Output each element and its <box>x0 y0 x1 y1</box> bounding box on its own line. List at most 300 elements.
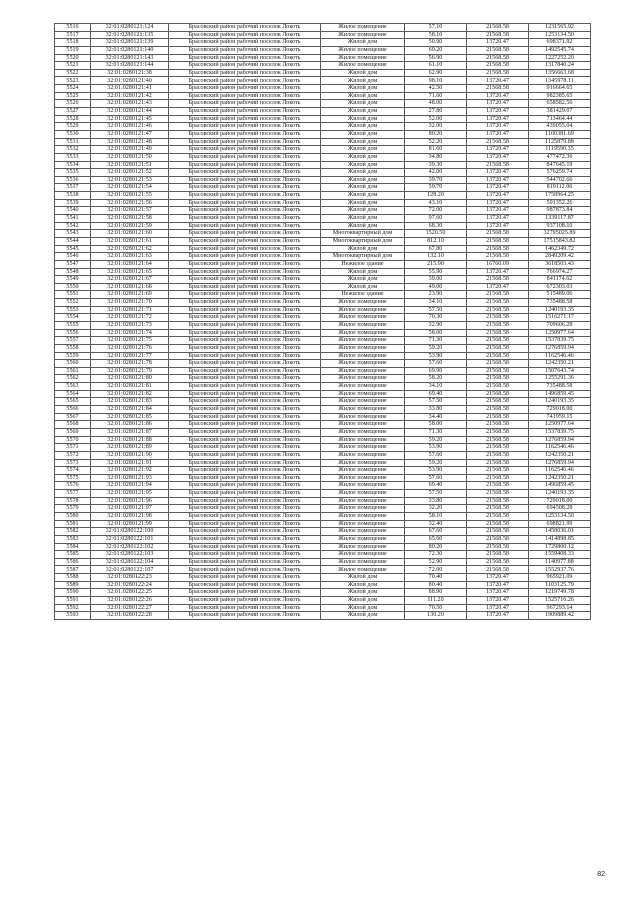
table-row <box>55 69 591 77</box>
object-type-cell: Жилое помещение <box>321 344 405 352</box>
specific-value-cell: 13720.47 <box>467 199 529 207</box>
row-number-cell: 5536 <box>55 176 91 184</box>
table-row <box>55 176 591 184</box>
cadastral-value-cell: 1140977.88 <box>529 558 591 566</box>
cadastral-number-cell: 32:01:0280121:53 <box>91 176 169 184</box>
address-cell: Брасовский район рабочий поселок Локоть <box>169 467 321 475</box>
object-type-cell: Жилое помещение <box>321 428 405 436</box>
row-number-cell: 5566 <box>55 406 91 414</box>
address-cell: Брасовский район рабочий поселок Локоть <box>169 24 321 32</box>
area-cell: 58.00 <box>405 421 467 429</box>
object-type-cell: Жилой дом <box>321 283 405 291</box>
cadastral-number-cell: 32:01:0280121:75 <box>91 337 169 345</box>
specific-value-cell: 13720.47 <box>467 92 529 100</box>
cadastral-value-cell: 766974.27 <box>529 268 591 276</box>
cadastral-number-cell: 32:01:0280122:100 <box>91 528 169 536</box>
specific-value-cell: 21568.58 <box>467 54 529 62</box>
cadastral-value-cell: 1103125.79 <box>529 581 591 589</box>
cadastral-value-cell: 967293.14 <box>529 604 591 612</box>
cadastral-number-cell: 32:01:0280121:40 <box>91 77 169 85</box>
specific-value-cell: 21568.58 <box>467 161 529 169</box>
table-row <box>55 406 591 414</box>
table-row <box>55 46 591 54</box>
cadastral-value-cell: 1537839.75 <box>529 337 591 345</box>
table-row <box>55 604 591 612</box>
table-row <box>55 85 591 93</box>
specific-value-cell: 21568.58 <box>467 62 529 70</box>
area-cell: 70.40 <box>405 574 467 582</box>
row-number-cell: 5559 <box>55 352 91 360</box>
cadastral-value-cell: 1242350.21 <box>529 451 591 459</box>
address-cell: Брасовский район рабочий поселок Локоть <box>169 444 321 452</box>
cadastral-value-cell: 1462349.72 <box>529 245 591 253</box>
area-cell: 50.90 <box>405 39 467 47</box>
table-row <box>55 108 591 116</box>
area-cell: 57.10 <box>405 24 467 32</box>
cadastral-number-cell: 32:01:0280121:90 <box>91 451 169 459</box>
area-cell: 58.10 <box>405 31 467 39</box>
cadastral-value-cell: 1250977.64 <box>529 329 591 337</box>
object-type-cell: Жилое помещение <box>321 535 405 543</box>
row-number-cell: 5516 <box>55 24 91 32</box>
cadastral-value-cell: 741959.15 <box>529 413 591 421</box>
row-number-cell: 5542 <box>55 222 91 230</box>
specific-value-cell: 21568.58 <box>467 352 529 360</box>
cadastral-number-cell: 32:01:0280121:57 <box>91 207 169 215</box>
row-number-cell: 5586 <box>55 558 91 566</box>
table-row <box>55 474 591 482</box>
address-cell: Брасовский район рабочий поселок Локоть <box>169 69 321 77</box>
row-number-cell: 5560 <box>55 360 91 368</box>
cadastral-number-cell: 32:01:0280122:25 <box>91 589 169 597</box>
table-row <box>55 245 591 253</box>
cadastral-number-cell: 32:01:0280121:85 <box>91 413 169 421</box>
address-cell: Брасовский район рабочий поселок Локоть <box>169 169 321 177</box>
cadastral-value-cell: 1162546.46 <box>529 352 591 360</box>
specific-value-cell: 21568.58 <box>467 543 529 551</box>
specific-value-cell: 21568.58 <box>467 306 529 314</box>
object-type-cell: Жилое помещение <box>321 46 405 54</box>
cadastral-value-cell: 965921.09 <box>529 574 591 582</box>
cadastral-number-cell: 32:01:0280121:63 <box>91 253 169 261</box>
address-cell: Брасовский район рабочий поселок Локоть <box>169 222 321 230</box>
area-cell: 58.00 <box>405 329 467 337</box>
area-cell: 52.20 <box>405 138 467 146</box>
area-cell: 59.20 <box>405 344 467 352</box>
cadastral-value-cell: 841174.62 <box>529 276 591 284</box>
address-cell: Брасовский район рабочий поселок Локоть <box>169 612 321 620</box>
area-cell: 59.20 <box>405 459 467 467</box>
row-number-cell: 5532 <box>55 146 91 154</box>
table-row <box>55 528 591 536</box>
cadastral-number-cell: 32:01:0280121:74 <box>91 329 169 337</box>
cadastral-number-cell: 32:01:0280121:143 <box>91 54 169 62</box>
cadastral-value-cell: 847645.19 <box>529 161 591 169</box>
object-type-cell: Жилое помещение <box>321 474 405 482</box>
cadastral-value-cell: 698821.99 <box>529 520 591 528</box>
address-cell: Брасовский район рабочий поселок Локоть <box>169 337 321 345</box>
specific-value-cell: 21568.58 <box>467 467 529 475</box>
table-row <box>55 161 591 169</box>
address-cell: Брасовский район рабочий поселок Локоть <box>169 421 321 429</box>
cadastral-number-cell: 32:01:0280121:86 <box>91 421 169 429</box>
address-cell: Брасовский район рабочий поселок Локоть <box>169 184 321 192</box>
area-cell: 71.30 <box>405 337 467 345</box>
cadastral-number-cell: 32:01:0280121:82 <box>91 390 169 398</box>
address-cell: Брасовский район рабочий поселок Локоть <box>169 153 321 161</box>
specific-value-cell: 13720.47 <box>467 169 529 177</box>
area-cell: 32.90 <box>405 321 467 329</box>
row-number-cell: 5535 <box>55 169 91 177</box>
cadastral-value-cell: 694508.28 <box>529 505 591 513</box>
address-cell: Брасовский район рабочий поселок Локоть <box>169 62 321 70</box>
row-number-cell: 5531 <box>55 138 91 146</box>
table-row <box>55 153 591 161</box>
address-cell: Брасовский район рабочий поселок Локоть <box>169 138 321 146</box>
row-number-cell: 5565 <box>55 398 91 406</box>
cadastral-number-cell: 32:01:0280121:76 <box>91 344 169 352</box>
object-type-cell: Жилое помещение <box>321 31 405 39</box>
area-cell: 128.20 <box>405 192 467 200</box>
cadastral-value-cell: 735488.58 <box>529 299 591 307</box>
address-cell: Брасовский район рабочий поселок Локоть <box>169 413 321 421</box>
table-row <box>55 329 591 337</box>
specific-value-cell: 21568.58 <box>467 520 529 528</box>
specific-value-cell: 21568.58 <box>467 85 529 93</box>
address-cell: Брасовский район рабочий поселок Локоть <box>169 192 321 200</box>
specific-value-cell: 21568.58 <box>467 413 529 421</box>
object-type-cell: Жилой дом <box>321 77 405 85</box>
specific-value-cell: 21568.58 <box>467 138 529 146</box>
address-cell: Брасовский район рабочий поселок Локоть <box>169 551 321 559</box>
address-cell: Брасовский район рабочий поселок Локоть <box>169 558 321 566</box>
cadastral-number-cell: 32:01:0280122:103 <box>91 551 169 559</box>
row-number-cell: 5572 <box>55 451 91 459</box>
row-number-cell: 5581 <box>55 520 91 528</box>
area-cell: 57.50 <box>405 306 467 314</box>
row-number-cell: 5520 <box>55 54 91 62</box>
area-cell: 33.80 <box>405 497 467 505</box>
cadastral-number-cell: 32:01:0280122:104 <box>91 558 169 566</box>
address-cell: Брасовский район рабочий поселок Локоть <box>169 604 321 612</box>
table-row <box>55 130 591 138</box>
cadastral-value-cell: 1276859.94 <box>529 344 591 352</box>
row-number-cell: 5554 <box>55 314 91 322</box>
row-number-cell: 5553 <box>55 306 91 314</box>
row-number-cell: 5518 <box>55 39 91 47</box>
area-cell: 34.80 <box>405 153 467 161</box>
address-cell: Брасовский район рабочий поселок Локоть <box>169 130 321 138</box>
cadastral-number-cell: 32:01:0280121:61 <box>91 237 169 245</box>
cadastral-number-cell: 32:01:0280121:98 <box>91 513 169 521</box>
object-type-cell: Жилой дом <box>321 108 405 116</box>
specific-value-cell: 21568.58 <box>467 421 529 429</box>
address-cell: Брасовский район рабочий поселок Локоть <box>169 46 321 54</box>
address-cell: Брасовский район рабочий поселок Локоть <box>169 268 321 276</box>
specific-value-cell: 13720.47 <box>467 192 529 200</box>
object-type-cell: Жилой дом <box>321 146 405 154</box>
area-cell: 27.80 <box>405 108 467 116</box>
table-row <box>55 482 591 490</box>
cadastral-value-cell: 1276859.94 <box>529 459 591 467</box>
table-row <box>55 551 591 559</box>
cadastral-value-cell: 1100381.69 <box>529 130 591 138</box>
cadastral-number-cell: 32:01:0280121:79 <box>91 367 169 375</box>
object-type-cell: Жилое помещение <box>321 551 405 559</box>
table-row <box>55 344 591 352</box>
cadastral-value-cell: 709606.28 <box>529 321 591 329</box>
object-type-cell: Жилой дом <box>321 192 405 200</box>
row-number-cell: 5538 <box>55 192 91 200</box>
table-row <box>55 222 591 230</box>
object-type-cell: Жилое помещение <box>321 314 405 322</box>
object-type-cell: Жилое помещение <box>321 54 405 62</box>
cadastral-value-cell: 1414898.85 <box>529 535 591 543</box>
object-type-cell: Жилой дом <box>321 69 405 77</box>
cadastral-number-cell: 32:01:0280121:89 <box>91 444 169 452</box>
area-cell: 70.50 <box>405 604 467 612</box>
address-cell: Брасовский район рабочий поселок Локоть <box>169 215 321 223</box>
object-type-cell: Жилой дом <box>321 207 405 215</box>
area-cell: 32.40 <box>405 520 467 528</box>
table-row <box>55 597 591 605</box>
cadastral-value-cell: 729018.00 <box>529 406 591 414</box>
row-number-cell: 5570 <box>55 436 91 444</box>
cadastral-value-cell: 32795025.89 <box>529 230 591 238</box>
table-row <box>55 314 591 322</box>
object-type-cell: Жилой дом <box>321 85 405 93</box>
table-row <box>55 612 591 620</box>
address-cell: Брасовский район рабочий поселок Локоть <box>169 276 321 284</box>
cadastral-number-cell: 32:01:0280121:71 <box>91 306 169 314</box>
cadastral-number-cell: 32:01:0280121:65 <box>91 268 169 276</box>
cadastral-value-cell: 1317840.24 <box>529 62 591 70</box>
cadastral-number-cell: 32:01:0280121:58 <box>91 215 169 223</box>
table-row <box>55 146 591 154</box>
cadastral-number-cell: 32:01:0280121:139 <box>91 39 169 47</box>
area-cell: 59.20 <box>405 436 467 444</box>
address-cell: Брасовский район рабочий поселок Локоть <box>169 574 321 582</box>
area-cell: 68.30 <box>405 222 467 230</box>
table-row <box>55 367 591 375</box>
table-row <box>55 24 591 32</box>
object-type-cell: Жилой дом <box>321 39 405 47</box>
cadastral-value-cell: 515489.06 <box>529 291 591 299</box>
address-cell: Брасовский район рабочий поселок Локоть <box>169 406 321 414</box>
cadastral-value-cell: 1240193.35 <box>529 490 591 498</box>
area-cell: 69.40 <box>405 390 467 398</box>
area-cell: 57.50 <box>405 490 467 498</box>
table-row <box>55 306 591 314</box>
object-type-cell: Жилое помещение <box>321 62 405 70</box>
object-type-cell: Жилой дом <box>321 268 405 276</box>
specific-value-cell: 21568.58 <box>467 367 529 375</box>
object-type-cell: Жилое помещение <box>321 367 405 375</box>
cadastral-value-cell: 937108.10 <box>529 222 591 230</box>
object-type-cell: Жилое помещение <box>321 482 405 490</box>
address-cell: Брасовский район рабочий поселок Локоть <box>169 115 321 123</box>
specific-value-cell: 21568.58 <box>467 31 529 39</box>
area-cell: 812.10 <box>405 237 467 245</box>
row-number-cell: 5551 <box>55 291 91 299</box>
object-type-cell: Жилое помещение <box>321 520 405 528</box>
object-type-cell: Жилое помещение <box>321 352 405 360</box>
cadastral-number-cell: 32:01:0280121:56 <box>91 199 169 207</box>
address-cell: Брасовский район рабочий поселок Локоть <box>169 513 321 521</box>
object-type-cell: Жилое помещение <box>321 360 405 368</box>
row-number-cell: 5552 <box>55 299 91 307</box>
row-number-cell: 5591 <box>55 597 91 605</box>
area-cell: 98.10 <box>405 77 467 85</box>
object-type-cell: Жилой дом <box>321 130 405 138</box>
row-number-cell: 5580 <box>55 513 91 521</box>
cadastral-number-cell: 32:01:0280121:67 <box>91 276 169 284</box>
address-cell: Брасовский район рабочий поселок Локоть <box>169 436 321 444</box>
table-row <box>55 383 591 391</box>
cadastral-value-cell: 1231565.92 <box>529 24 591 32</box>
object-type-cell: Жилое помещение <box>321 329 405 337</box>
object-type-cell: Жилое помещение <box>321 558 405 566</box>
object-type-cell: Жилое помещение <box>321 398 405 406</box>
cadastral-value-cell: 1552937.76 <box>529 566 591 574</box>
cadastral-number-cell: 32:01:0280121:93 <box>91 474 169 482</box>
area-cell: 57.60 <box>405 474 467 482</box>
table-row <box>55 398 591 406</box>
row-number-cell: 5527 <box>55 108 91 116</box>
object-type-cell: Жилой дом <box>321 589 405 597</box>
address-cell: Брасовский район рабочий поселок Локоть <box>169 428 321 436</box>
cadastral-value-cell: 1492545.74 <box>529 46 591 54</box>
area-cell: 65.60 <box>405 535 467 543</box>
table-row <box>55 39 591 47</box>
cadastral-number-cell: 32:01:0280121:54 <box>91 184 169 192</box>
row-number-cell: 5579 <box>55 505 91 513</box>
area-cell: 67.80 <box>405 245 467 253</box>
cadastral-number-cell: 32:01:0280121:95 <box>91 490 169 498</box>
area-cell: 69.20 <box>405 46 467 54</box>
cadastral-number-cell: 32:01:0280121:83 <box>91 398 169 406</box>
area-cell: 81.60 <box>405 146 467 154</box>
object-type-cell: Жилой дом <box>321 92 405 100</box>
area-cell: 111.20 <box>405 597 467 605</box>
area-cell: 80.20 <box>405 543 467 551</box>
area-cell: 32.20 <box>405 505 467 513</box>
area-cell: 48.00 <box>405 100 467 108</box>
area-cell: 80.40 <box>405 581 467 589</box>
cadastral-number-cell: 32:01:0280121:49 <box>91 146 169 154</box>
cadastral-value-cell: 1496859.45 <box>529 482 591 490</box>
cadastral-number-cell: 32:01:0280122:26 <box>91 597 169 605</box>
address-cell: Брасовский район рабочий поселок Локоть <box>169 383 321 391</box>
row-number-cell: 5589 <box>55 581 91 589</box>
cadastral-value-table <box>54 23 591 620</box>
table-row <box>55 436 591 444</box>
cadastral-value-cell: 1240193.35 <box>529 398 591 406</box>
address-cell: Брасовский район рабочий поселок Локоть <box>169 146 321 154</box>
address-cell: Брасовский район рабочий поселок Локоть <box>169 237 321 245</box>
specific-value-cell: 21568.58 <box>467 299 529 307</box>
table-row <box>55 428 591 436</box>
specific-value-cell: 21568.58 <box>467 245 529 253</box>
specific-value-cell: 13720.47 <box>467 215 529 223</box>
cadastral-value-cell: 1162546.46 <box>529 467 591 475</box>
row-number-cell: 5529 <box>55 123 91 131</box>
cadastral-value-cell: 17515843.82 <box>529 237 591 245</box>
cadastral-number-cell: 32:01:0280121:60 <box>91 230 169 238</box>
area-cell: 57.50 <box>405 398 467 406</box>
cadastral-value-cell: 1345978.11 <box>529 77 591 85</box>
cadastral-value-cell: 1507643.74 <box>529 367 591 375</box>
row-number-cell: 5578 <box>55 497 91 505</box>
specific-value-cell: 21568.58 <box>467 375 529 383</box>
specific-value-cell: 21568.58 <box>467 69 529 77</box>
area-cell: 88.90 <box>405 589 467 597</box>
cadastral-value-cell: 591352.26 <box>529 199 591 207</box>
table-row <box>55 321 591 329</box>
row-number-cell: 5521 <box>55 62 91 70</box>
specific-value-cell: 13720.47 <box>467 612 529 620</box>
address-cell: Брасовский район рабочий поселок Локоть <box>169 490 321 498</box>
area-cell: 56.90 <box>405 54 467 62</box>
row-number-cell: 5571 <box>55 444 91 452</box>
object-type-cell: Жилой дом <box>321 138 405 146</box>
specific-value-cell: 13720.47 <box>467 108 529 116</box>
cadastral-number-cell: 32:01:0280121:96 <box>91 497 169 505</box>
table-row <box>55 276 591 284</box>
specific-value-cell: 21568.58 <box>467 360 529 368</box>
table-row <box>55 375 591 383</box>
address-cell: Брасовский район рабочий поселок Локоть <box>169 535 321 543</box>
object-type-cell: Жилой дом <box>321 176 405 184</box>
row-number-cell: 5576 <box>55 482 91 490</box>
cadastral-number-cell: 32:01:0280121:69 <box>91 291 169 299</box>
table-row <box>55 459 591 467</box>
table-row <box>55 467 591 475</box>
cadastral-number-cell: 32:01:0280121:99 <box>91 520 169 528</box>
cadastral-number-cell: 32:01:0280121:80 <box>91 375 169 383</box>
address-cell: Брасовский район рабочий поселок Локоть <box>169 253 321 261</box>
cadastral-number-cell: 32:01:0280121:72 <box>91 314 169 322</box>
specific-value-cell: 21568.58 <box>467 329 529 337</box>
row-number-cell: 5519 <box>55 46 91 54</box>
row-number-cell: 5533 <box>55 153 91 161</box>
specific-value-cell: 21568.58 <box>467 344 529 352</box>
cadastral-number-cell: 32:01:0280121:70 <box>91 299 169 307</box>
specific-value-cell: 21568.58 <box>467 513 529 521</box>
object-type-cell: Жилой дом <box>321 597 405 605</box>
cadastral-value-cell: 1559408.33 <box>529 551 591 559</box>
specific-value-cell: 13720.47 <box>467 123 529 131</box>
row-number-cell: 5546 <box>55 253 91 261</box>
cadastral-value-cell: 3618503.43 <box>529 260 591 268</box>
specific-value-cell: 13720.47 <box>467 574 529 582</box>
cadastral-number-cell: 32:01:0280121:52 <box>91 169 169 177</box>
cadastral-number-cell: 32:01:0280121:55 <box>91 192 169 200</box>
table-row <box>55 169 591 177</box>
area-cell: 43.10 <box>405 199 467 207</box>
object-type-cell: Жилое помещение <box>321 337 405 345</box>
cadastral-value-cell: 1162546.46 <box>529 444 591 452</box>
cadastral-value-cell: 439055.04 <box>529 123 591 131</box>
specific-value-cell: 21568.58 <box>467 321 529 329</box>
specific-value-cell: 21568.58 <box>467 291 529 299</box>
table-row <box>55 421 591 429</box>
address-cell: Брасовский район рабочий поселок Локоть <box>169 581 321 589</box>
cadastral-value-cell: 381429.07 <box>529 108 591 116</box>
cadastral-value-cell: 544702.66 <box>529 176 591 184</box>
specific-value-cell: 21568.58 <box>467 253 529 261</box>
address-cell: Брасовский район рабочий поселок Локоть <box>169 482 321 490</box>
